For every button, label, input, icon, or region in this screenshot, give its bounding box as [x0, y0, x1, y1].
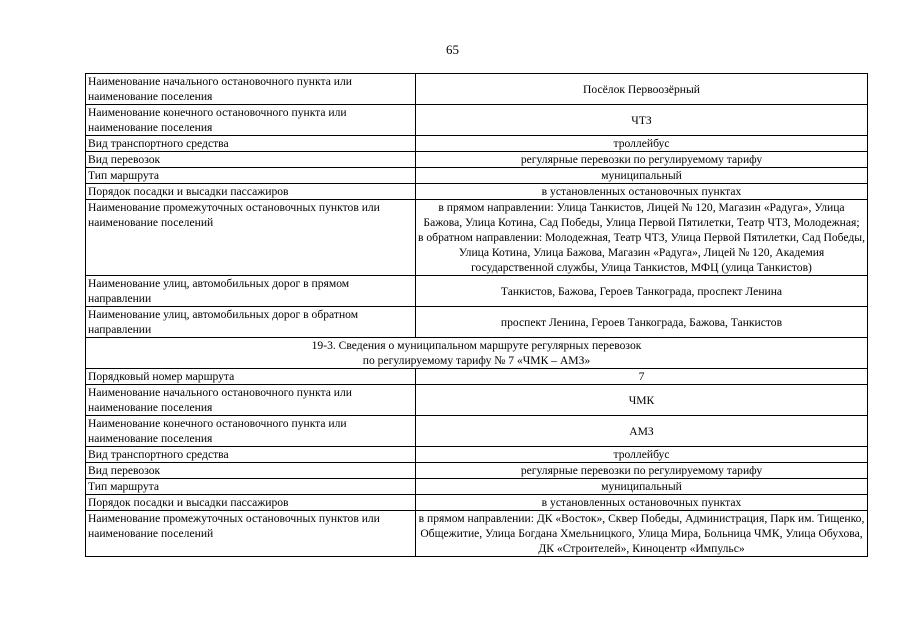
reverse-stops: в обратном направлении: Молодежная, Театр ЧТЗ, Улица Первой Пятилетки, Сад Победы, Улица Котина, Улица Бажова, Магазин «Радуга», Лицей № 120, Академия государственной службы, Улица Танкистов, МФЦ (улица Танкистов) [418, 231, 865, 274]
section-heading-line1: 19-3. Сведения о муниципальном маршруте регулярных перевозок [311, 339, 642, 352]
row-value: проспект Ленина, Героев Танкограда, Бажова, Танкистов [416, 307, 868, 338]
row-label: Наименование начального остановочного пункта или наименование поселения [86, 385, 416, 416]
table-row [86, 495, 868, 511]
row-value: Танкистов, Бажова, Героев Танкограда, проспект Ленина [416, 276, 868, 307]
row-label: Наименование начального остановочного пункта или наименование поселения [86, 74, 416, 105]
row-value: Посёлок Первоозёрный [416, 74, 868, 105]
table-row [86, 276, 868, 307]
row-value: в установленных остановочных пунктах [416, 184, 868, 200]
table-row [86, 307, 868, 338]
row-value: регулярные перевозки по регулируемому тарифу [416, 463, 868, 479]
row-value: ЧТЗ [416, 105, 868, 136]
route-table [85, 73, 868, 557]
row-value: регулярные перевозки по регулируемому тарифу [416, 152, 868, 168]
row-label: Наименование промежуточных остановочных пунктов или наименование поселений [86, 511, 416, 557]
row-value: троллейбус [416, 447, 868, 463]
table-row [86, 463, 868, 479]
table-row [86, 168, 868, 184]
row-label: Тип маршрута [86, 479, 416, 495]
row-label: Вид перевозок [86, 152, 416, 168]
row-value: 7 [416, 369, 868, 385]
row-label: Наименование улиц, автомобильных дорог в обратном направлении [86, 307, 416, 338]
row-value: в прямом направлении: ДК «Восток», Сквер Победы, Администрация, Парк им. Тищенко, Общежитие, Улица Богдана Хмельницкого, Улица Мира, Больница ЧМК, Улица Обухова, ДК «Строителей», Киноцентр «Импульс» [416, 511, 868, 557]
row-value: в установленных остановочных пунктах [416, 495, 868, 511]
row-label: Тип маршрута [86, 168, 416, 184]
row-value: АМЗ [416, 416, 868, 447]
table-row [86, 385, 868, 416]
section-heading-line2: по регулируемому тарифу № 7 «ЧМК – АМЗ» [362, 354, 591, 367]
table-row [86, 184, 868, 200]
row-label: Вид перевозок [86, 463, 416, 479]
row-value: ЧМК [416, 385, 868, 416]
table-row [86, 416, 868, 447]
table-row [86, 369, 868, 385]
table-row [86, 511, 868, 557]
table-row [86, 136, 868, 152]
row-label: Наименование улиц, автомобильных дорог в прямом направлении [86, 276, 416, 307]
row-label: Порядок посадки и высадки пассажиров [86, 184, 416, 200]
table-row [86, 200, 868, 276]
row-label: Наименование промежуточных остановочных пунктов или наименование поселений [86, 200, 416, 276]
page-number: 65 [446, 42, 459, 57]
table-row [86, 74, 868, 105]
row-value: муниципальный [416, 168, 868, 184]
section-heading-row [86, 338, 868, 369]
forward-stops: в прямом направлении: Улица Танкистов, Лицей № 120, Магазин «Радуга», Улица Бажова, Улица Котина, Сад Победы, Улица Первой Пятилетки, Театр ЧТЗ, Молодежная; [423, 201, 860, 229]
row-value: троллейбус [416, 136, 868, 152]
row-value: муниципальный [416, 479, 868, 495]
row-label: Порядок посадки и высадки пассажиров [86, 495, 416, 511]
row-label: Вид транспортного средства [86, 136, 416, 152]
table-row [86, 479, 868, 495]
row-label: Наименование конечного остановочного пункта или наименование поселения [86, 416, 416, 447]
table-row [86, 152, 868, 168]
row-value [416, 200, 868, 276]
row-label: Вид транспортного средства [86, 447, 416, 463]
section-heading [86, 338, 868, 369]
table-row [86, 105, 868, 136]
row-label: Порядковый номер маршрута [86, 369, 416, 385]
table-row [86, 447, 868, 463]
row-label: Наименование конечного остановочного пункта или наименование поселения [86, 105, 416, 136]
